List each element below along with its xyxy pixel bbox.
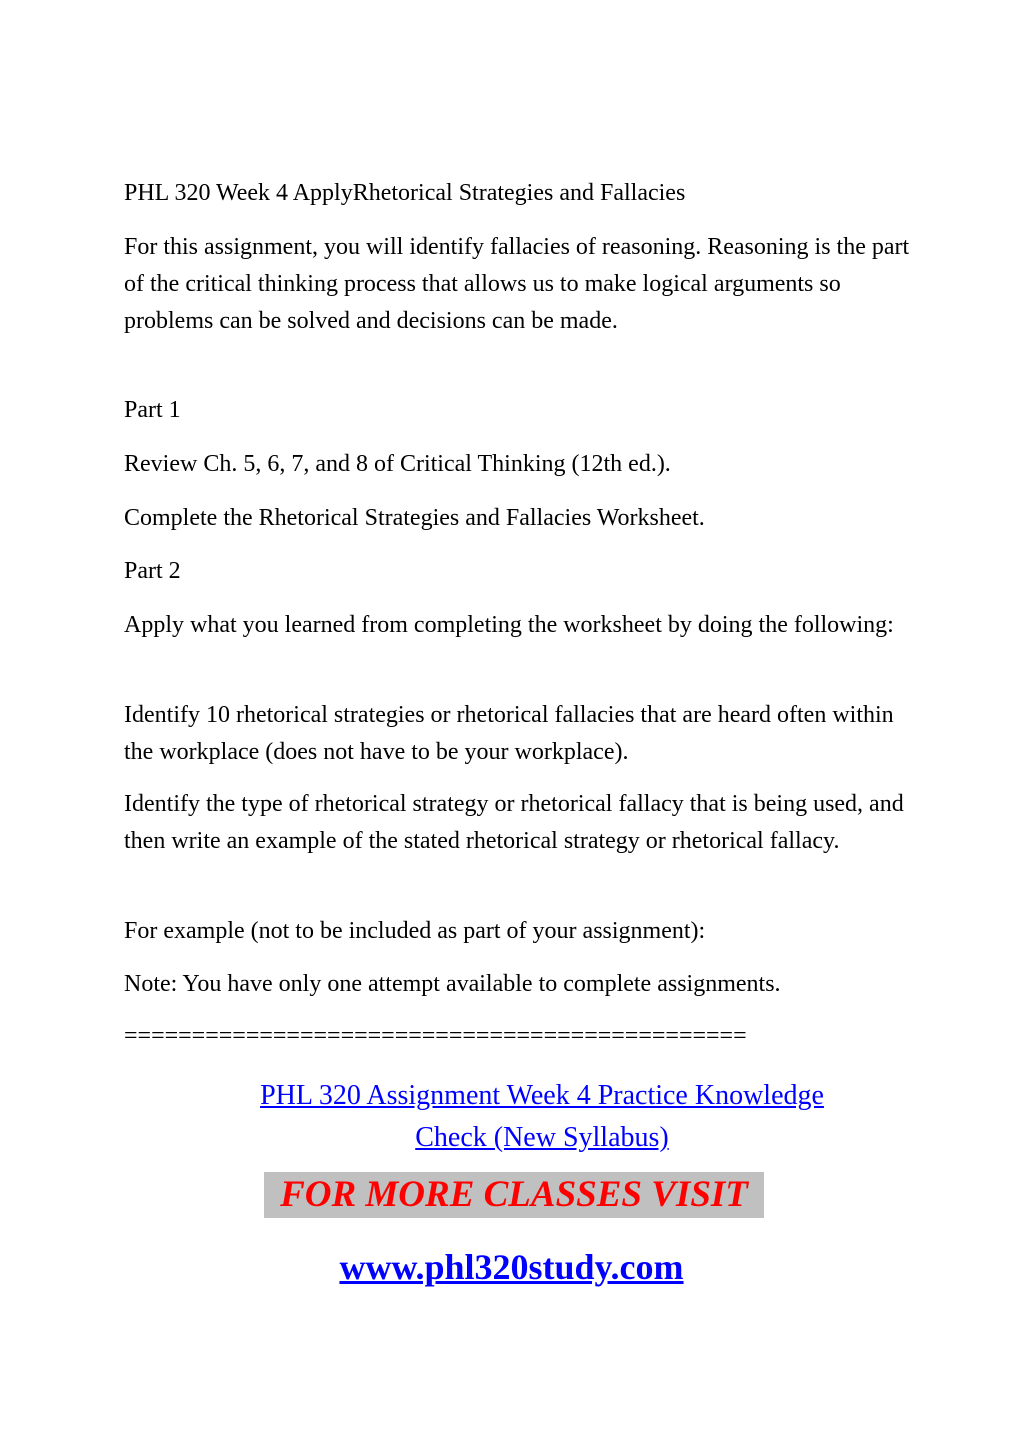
part1-heading: Part 1 xyxy=(124,397,181,423)
part1-review-text: Review Ch. 5, 6, 7, and 8 of Critical Thinking (12th ed.). xyxy=(124,451,671,477)
part2-identify-type-text: Identify the type of rhetorical strategy or rhetorical fallacy that is being used, and then write an example of the stated rhetorical strategy or rhetorical fallacy. xyxy=(124,791,904,854)
part2-heading: Part 2 xyxy=(124,558,181,584)
promo-banner: FOR MORE CLASSES VISIT xyxy=(264,1172,764,1218)
next-assignment-link-line-1[interactable]: PHL 320 Assignment Week 4 Practice Knowledge xyxy=(260,1080,824,1111)
text-divider: ============================================== xyxy=(124,1023,747,1049)
part2-identify-ten-text: Identify 10 rhetorical strategies or rhetorical fallacies that are heard often within the workplace (does not have to be your workplace). xyxy=(124,702,894,765)
part1-complete-text: Complete the Rhetorical Strategies and Fallacies Worksheet. xyxy=(124,505,705,531)
attempt-note: Note: You have only one attempt available to complete assignments. xyxy=(124,971,781,997)
example-note: For example (not to be included as part of your assignment): xyxy=(124,918,706,944)
intro-paragraph: For this assignment, you will identify fallacies of reasoning. Reasoning is the part of the critical thinking process that allows us to make logical arguments so problems can be solved and decisions can be made. xyxy=(124,234,910,334)
website-link[interactable]: www.phl320study.com xyxy=(339,1247,684,1287)
next-assignment-link[interactable] xyxy=(124,1075,960,1159)
part2-apply-text: Apply what you learned from completing the worksheet by doing the following: xyxy=(124,612,894,638)
next-assignment-link-line-2[interactable]: Check (New Syllabus) xyxy=(415,1122,669,1153)
document-title: PHL 320 Week 4 ApplyRhetorical Strategies and Fallacies xyxy=(124,180,686,206)
